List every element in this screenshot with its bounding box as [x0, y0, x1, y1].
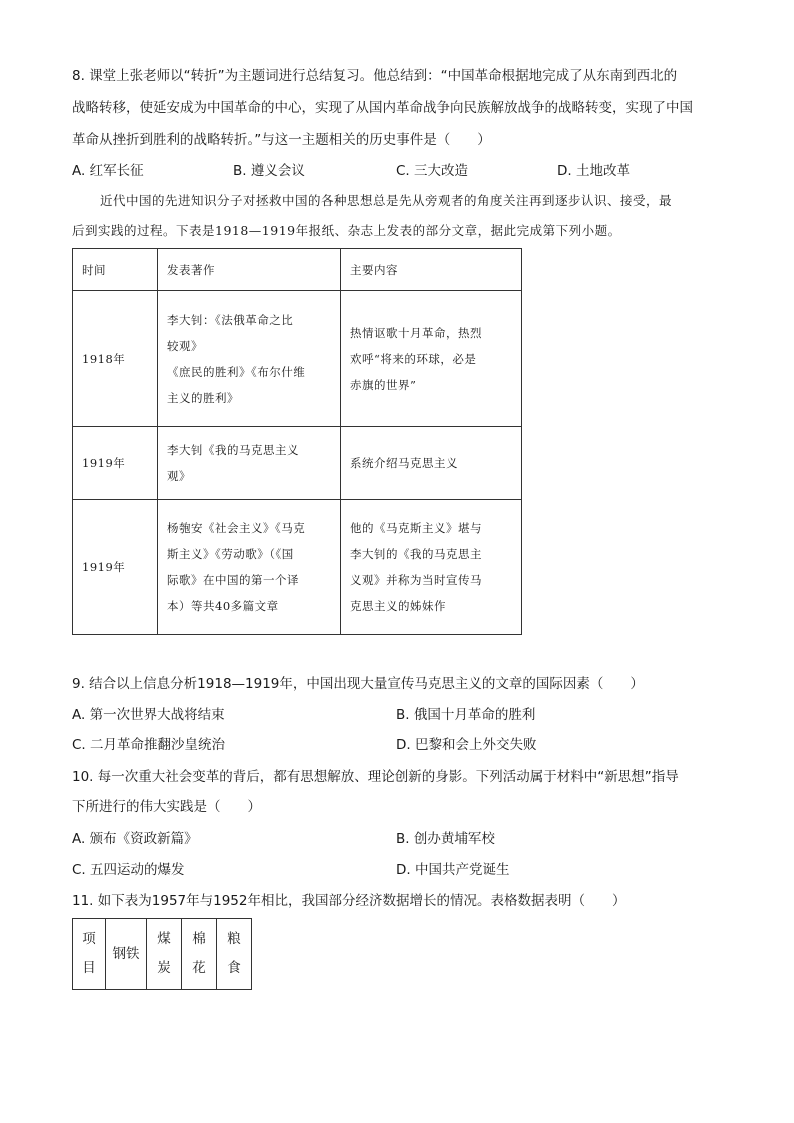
header-item — [73, 919, 106, 990]
row3-content-line: 李大钊的《我的马克思主 — [350, 547, 482, 561]
table-row — [73, 500, 522, 635]
header-steel — [106, 919, 147, 990]
header-char: 棉 — [192, 931, 206, 947]
row3-content-line: 义观》并称为当时宣传马 — [350, 573, 482, 587]
row1-work-line: 主义的胜利》 — [167, 390, 239, 405]
table-row — [73, 427, 522, 500]
header-char: 钢铁 — [112, 945, 140, 962]
q9-option-d[interactable]: D. 巴黎和会上外交失败 — [396, 737, 537, 753]
row3-content-line: 他的《马克斯主义》堪与 — [350, 521, 482, 535]
q8-option-b[interactable]: B. 遵义会议 — [233, 163, 305, 179]
q8-option-a[interactable]: A. 红军长征 — [72, 163, 144, 179]
row1-work-line: 较观》 — [167, 338, 203, 353]
q10-stem-line1: 10. 每一次重大社会变革的背后，都有思想解放、理论创新的身影。下列活动属于材料中“新思想”指导 — [72, 769, 679, 785]
header-cotton — [182, 919, 217, 990]
q9-option-c[interactable]: C. 二月革命推翻沙皇统治 — [72, 737, 226, 753]
q10-option-d[interactable]: D. 中国共产党诞生 — [396, 862, 510, 878]
material-intro-line2: 后到实践的过程。下表是1918—1919年报纸、杂志上发表的部分文章，据此完成第下列小题。 — [72, 223, 621, 238]
articles-table — [72, 248, 522, 635]
row3-work-line: 斯主义》《劳动歌》（《国 — [167, 547, 294, 561]
row1-work-line: 李大钊：《法俄革命之比 — [167, 312, 294, 327]
row1-works — [158, 291, 341, 427]
row2-work-line: 观》 — [167, 469, 191, 483]
row3-content-line: 克思主义的姊妹作 — [350, 599, 446, 613]
row1-content-line: 赤旗的世界” — [350, 377, 417, 392]
header-char: 食 — [227, 960, 241, 976]
row1-content — [341, 291, 522, 427]
header-char: 目 — [82, 960, 96, 976]
header-content: 主要内容 — [341, 249, 522, 291]
q10-option-b[interactable]: B. 创办黄埔军校 — [396, 831, 495, 847]
q10-option-a[interactable]: A. 颁布《资政新篇》 — [72, 831, 198, 847]
q9-option-a[interactable]: A. 第一次世界大战将结束 — [72, 707, 225, 723]
row2-content — [341, 427, 522, 500]
q10-stem-line2: 下所进行的伟大实践是（ ） — [72, 799, 261, 815]
table-header-row — [73, 249, 522, 291]
header-char: 粮 — [227, 931, 241, 947]
q8-stem-line2: 战略转移，使延安成为中国革命的中心，实现了从国内革命战争向民族解放战争的战略转变，实现了中国 — [72, 100, 693, 116]
q8-stem-line3: 革命从挫折到胜利的战略转折。”与这一主题相关的历史事件是（ ） — [72, 132, 491, 148]
economic-data-table — [72, 918, 252, 990]
row2-content-line: 系统介绍马克思主义 — [350, 456, 458, 470]
header-grain — [217, 919, 252, 990]
header-works: 发表著作 — [158, 249, 341, 291]
material-intro-line1: 近代中国的先进知识分子对拯救中国的各种思想总是先从旁观者的角度关注再到逐步认识、接受，最 — [100, 193, 673, 208]
q8-option-c[interactable]: C. 三大改造 — [396, 163, 469, 179]
q9-stem: 9. 结合以上信息分析1918—1919年，中国出现大量宣传马克思主义的文章的国际因素（ ） — [72, 676, 644, 692]
table-row — [73, 291, 522, 427]
q10-option-c[interactable]: C. 五四运动的爆发 — [72, 862, 185, 878]
row3-work-line: 本）等共40多篇文章 — [167, 599, 279, 613]
row3-work-line: 杨匏安《社会主义》《马克 — [167, 521, 306, 535]
header-time: 时间 — [73, 249, 158, 291]
row2-works — [158, 427, 341, 500]
header-char: 花 — [192, 960, 206, 976]
row1-content-line: 欢呼“将来的环球，必是 — [350, 351, 477, 366]
header-char: 项 — [82, 931, 96, 947]
row1-content-line: 热情讴歌十月革命，热烈 — [350, 325, 482, 340]
q9-option-b[interactable]: B. 俄国十月革命的胜利 — [396, 707, 536, 723]
header-coal — [147, 919, 182, 990]
q8-stem-line1: 8. 课堂上张老师以“转折”为主题词进行总结复习。他总结到：“中国革命根据地完成了从东南到西北的 — [72, 68, 678, 84]
row2-work-line: 李大钊《我的马克思主义 — [167, 443, 299, 457]
row3-content — [341, 500, 522, 635]
row1-work-line: 《庶民的胜利》《布尔什维 — [167, 364, 306, 379]
table-header-row — [73, 919, 252, 990]
q8-option-d[interactable]: D. 土地改革 — [557, 163, 630, 179]
header-char: 炭 — [157, 960, 171, 976]
row2-time: 1919年 — [73, 427, 158, 500]
row3-time: 1919年 — [73, 500, 158, 635]
row3-works — [158, 500, 341, 635]
q11-stem: 11. 如下表为1957年与1952年相比，我国部分经济数据增长的情况。表格数据表明（ ） — [72, 893, 626, 909]
header-char: 煤 — [157, 931, 171, 947]
row3-work-line: 际歌》在中国的第一个译 — [167, 573, 299, 587]
row1-time: 1918年 — [73, 291, 158, 427]
